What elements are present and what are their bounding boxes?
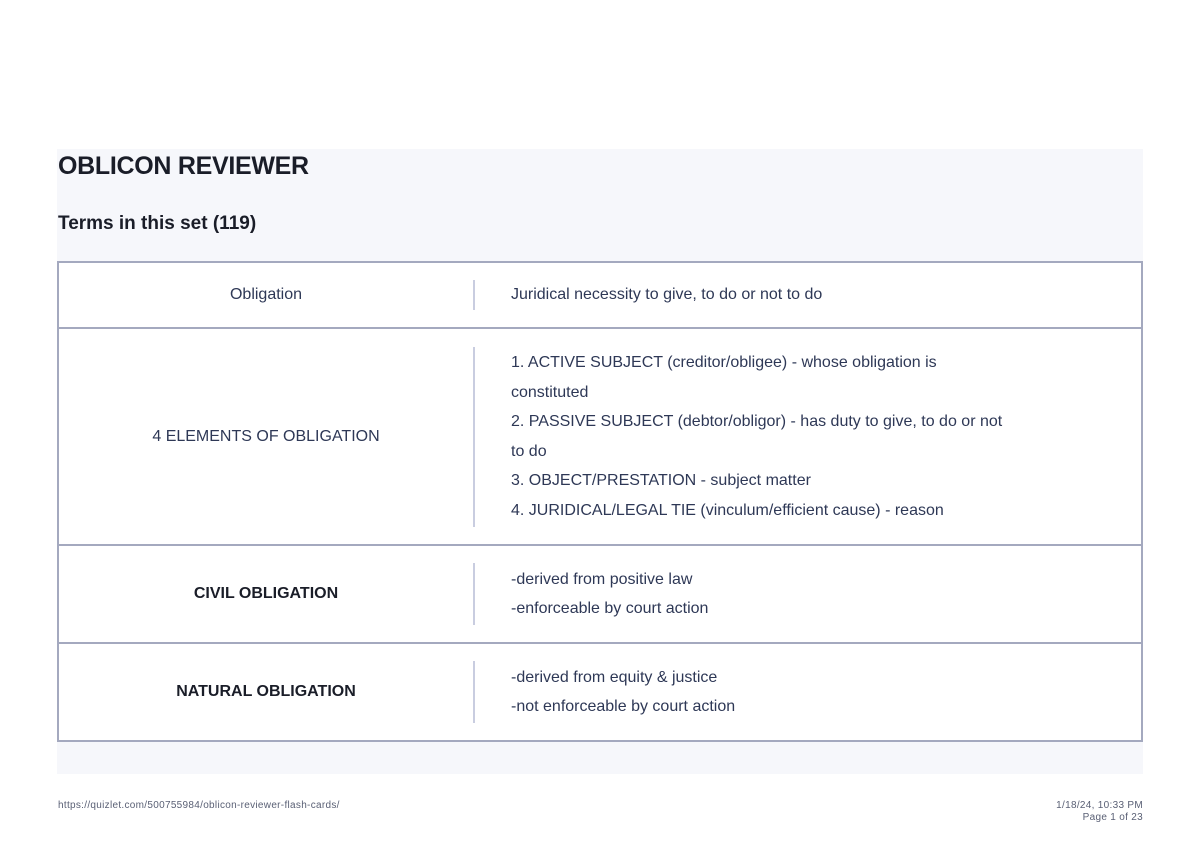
flashcard-row: [57, 642, 1143, 742]
definition-line: constituted: [511, 383, 589, 401]
definition-line: -enforceable by court action: [511, 600, 709, 617]
definition-line: -derived from positive law: [511, 570, 693, 588]
flashcard-row: [57, 544, 1143, 644]
card-term: NATURAL OBLIGATION: [176, 683, 356, 700]
flashcard-row: [57, 261, 1143, 329]
card-definition: [475, 280, 1141, 310]
set-title: OBLICON REVIEWER: [58, 152, 309, 180]
flashcard-row: [57, 327, 1143, 546]
card-definition: [475, 663, 1141, 722]
card-definition: [475, 565, 1141, 624]
card-term: CIVIL OBLIGATION: [193, 585, 339, 602]
definition-line: to do: [511, 442, 547, 460]
definition-line: -derived from equity & justice: [511, 668, 718, 686]
card-definition: [475, 348, 1141, 525]
card-term: 4 ELEMENTS OF OBLIGATION: [152, 427, 380, 445]
card-term: Obligation: [229, 286, 303, 303]
print-datetime: 1/18/24, 10:33 PM: [1056, 800, 1143, 811]
source-url-link[interactable]: https://quizlet.com/500755984/oblicon-reviewer-flash-cards/: [58, 800, 340, 811]
definition-line: Juridical necessity to give, to do or not to do: [511, 286, 823, 304]
definition-line: 4. JURIDICAL/LEGAL TIE (vinculum/efficient cause) - reason: [511, 501, 944, 519]
definition-line: 2. PASSIVE SUBJECT (debtor/obligor) - has duty to give, to do or not: [511, 413, 1003, 430]
page-number: Page 1 of 23: [1082, 812, 1143, 823]
definition-line: 3. OBJECT/PRESTATION - subject matter: [511, 472, 811, 489]
flashcard-list: [57, 261, 1143, 740]
terms-count-heading: Terms in this set (119): [58, 213, 257, 234]
definition-line: -not enforceable by court action: [511, 698, 736, 715]
footer-meta: [1056, 800, 1143, 824]
definition-line: 1. ACTIVE SUBJECT (creditor/obligee) - whose obligation is: [511, 354, 937, 371]
